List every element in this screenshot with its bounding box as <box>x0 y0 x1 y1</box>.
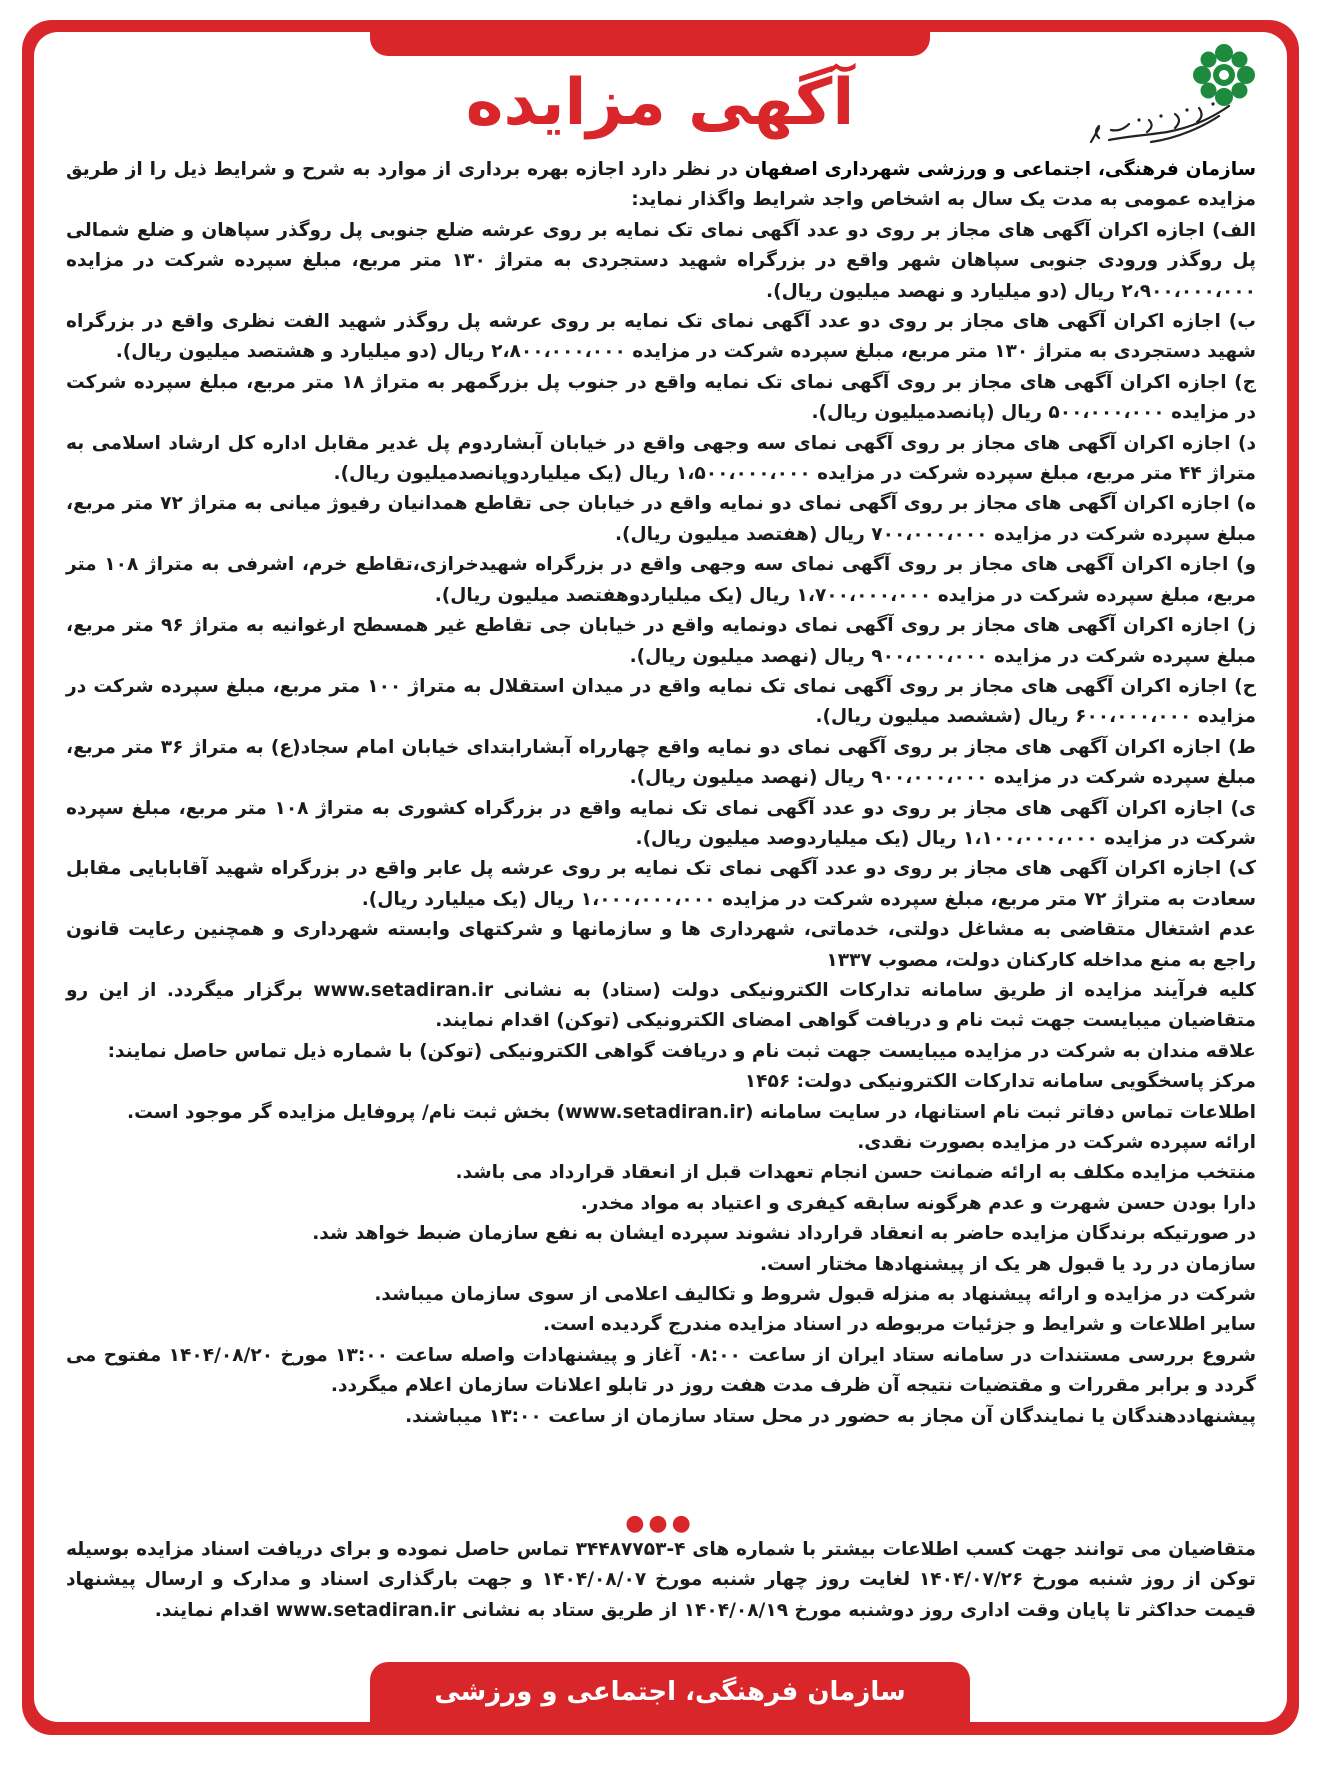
ad-title: آگهی مزایده <box>465 66 855 140</box>
condition-item: پیشنهاددهندگان یا نمایندگان آن مجاز به حضور در محل ستاد سازمان از ساعت ۱۳:۰۰ میباشند. <box>405 1405 1256 1427</box>
ad-body <box>66 155 1256 1490</box>
list-item: ز) اجازه اکران آگهی های مجاز بر روی آگهی نمای دونمایه واقع در خیابان جی تقاطع غیر همسطح ارغوانیه به متراژ ۹۶ متر مربع، مبلغ سپرده شرکت در مزایده ۹۰۰،۰۰۰،۰۰۰ ریال (نهصد میلیون ریال). <box>66 615 1256 667</box>
list-item: ج) اجازه اکران آگهی های مجاز بر روی آگهی نمای تک نمایه واقع در جنوب پل بزرگمهر به متراژ ۱۸ متر مربع، مبلغ سپرده شرکت در مزایده ۵۰۰،۰۰۰،۰۰۰ ریال (پانصدمیلیون ریال). <box>66 371 1256 424</box>
condition-item: منتخب مزایده مکلف به ارائه ضمانت حسن انجام تعهدات قبل از انعقاد قرارداد می باشد. <box>455 1162 1256 1184</box>
separator-dots: ●●● <box>625 1511 695 1536</box>
list-item: د) اجازه اکران آگهی های مجاز بر روی آگهی نمای سه وجهی واقع در خیابان آبشاردوم پل غدیر مقابل اداره کل ارشاد اسلامی به متراژ ۴۴ متر مربع، مبلغ سپرده شرکت در مزایده ۱،۵۰۰،۰۰۰،۰۰۰ ریال (یک میلیاردوپانصدمیلیون ریال). <box>66 432 1256 485</box>
condition-item: اطلاعات تماس دفاتر ثبت نام استانها، در سایت سامانه (www.setadiran.ir) بخش ثبت نام/ پروفایل مزایده گر موجود است. <box>127 1101 1256 1123</box>
condition-item: دارا بودن حسن شهرت و عدم هرگونه سابقه کیفری و اعتیاد به مواد مخدر. <box>580 1192 1256 1214</box>
contact-text: متقاضیان می توانند جهت کسب اطلاعات بیشتر با شماره های ۴-۳۴۴۸۷۷۵۳ تماس حاصل نموده و برای دریافت اسناد مزایده بوسیله توکن از روز شنبه مورخ ۱۴۰۴/۰۷/۲۶ لغایت روز چهار شنبه مورخ ۱۴۰۴/۰۸/۰۷ و جهت بارگذاری اسناد و مدارک و ارسال پیشنهاد قیمت حداکثر تا پایان وقت اداری روز دوشنبه مورخ ۱۴۰۴/۰۸/۱۹ از طریق ستاد به نشانی www.setadiran.ir اقدام نمایند. <box>66 1539 1256 1621</box>
intro-text: در نظر دارد اجازه بهره برداری از موارد به شرح و شرایط ذیل را از طریق مزایده عمومی به مدت یک سال به اشخاص واجد شرایط واگذار نماید: <box>66 159 1256 211</box>
condition-item: سازمان در رد یا قبول هر یک از پیشنهادها مختار است. <box>760 1253 1256 1275</box>
intro-paragraph <box>66 155 1256 216</box>
list-item: و) اجازه اکران آگهی های مجاز بر روی آگهی نمای سه وجهی واقع در بزرگراه شهیدخرازی،تقاطع خرم، اشرفی به متراژ ۱۰۸ متر مربع، مبلغ سپرده شرکت در مزایده ۱،۷۰۰،۰۰۰،۰۰۰ ریال (یک میلیاردوهفتصد میلیون ریال). <box>66 554 1256 606</box>
condition-item: علاقه مندان به شرکت در مزایده میبایست جهت ثبت نام و دریافت گواهی الکترونیکی (توکن) با شماره ذیل تماس حاصل نمایند: <box>107 1040 1256 1062</box>
list-item: ط) اجازه اکران آگهی های مجاز بر روی آگهی نمای دو نمایه واقع چهارراه آبشارابتدای خیابان امام سجاد(ع) به متراژ ۳۶ متر مربع، مبلغ سپرده شرکت در مزایده ۹۰۰،۰۰۰،۰۰۰ ریال (نهصد میلیون ریال). <box>66 736 1256 789</box>
organization-name: سازمان فرهنگی، اجتماعی و ورزشی شهرداری اصفهان <box>744 159 1256 180</box>
footer-organization-name: سازمان فرهنگی، اجتماعی و ورزشی شهرداری اصفهان <box>434 1677 906 1767</box>
condition-item: کلیه فرآیند مزایده از طریق سامانه تدارکات الکترونیکی دولت (ستاد) به نشانی www.setadiran.ir برگزار میگردد. از این رو متقاضیان میبایست جهت ثبت نام و دریافت گواهی امضای الکترونیکی (توکن) اقدام نمایند. <box>66 979 1256 1032</box>
condition-item: ارائه سپرده شرکت در مزایده بصورت نقدی. <box>857 1132 1256 1153</box>
list-item: ی) اجازه اکران آگهی های مجاز بر روی دو عدد آگهی نمای تک نمایه واقع در بزرگراه کشوری به متراژ ۱۰۸ متر مربع، مبلغ سپرده شرکت در مزایده ۱،۱۰۰،۰۰۰،۰۰۰ ریال (یک میلیاردوصد میلیون ریال). <box>66 797 1256 849</box>
condition-item: شروع بررسی مستندات در سامانه ستاد ایران از ساعت ۰۸:۰۰ آغاز و پیشنهادات واصله ساعت ۱۳:۰۰ مورخ ۱۴۰۴/۰۸/۲۰ مفتوح می گردد و برابر مقررات و مقتضیات نتیجه آن ظرف مدت هفت روز در تابلو اعلانات سازمان اعلام میگردد. <box>66 1344 1256 1397</box>
condition-item: در صورتیکه برندگان مزایده حاضر به انعقاد قرارداد نشوند سپرده ایشان به نفع سازمان ضبط خواهد شد. <box>312 1223 1256 1245</box>
header-tab <box>370 20 930 56</box>
organization-logo <box>1079 40 1269 150</box>
list-item: ح) اجازه اکران آگهی های مجاز بر روی آگهی نمای تک نمایه واقع در میدان استقلال به متراژ ۱۰۰ متر مربع، مبلغ سپرده شرکت در مزایده ۶۰۰،۰۰۰،۰۰۰ ریال (ششصد میلیون ریال). <box>66 675 1256 728</box>
contact-paragraph <box>66 1535 1256 1645</box>
condition-item: عدم اشتغال متقاضی به مشاغل دولتی، خدماتی، شهرداری ها و سازمانها و شرکتهای وابسته شهرداری و همچنین رعایت قانون راجع به منع مداخله کارکنان دولت، مصوب ۱۳۳۷ <box>66 919 1256 971</box>
condition-item: شرکت در مزایده و ارائه پیشنهاد به منزله قبول شروط و تکالیف اعلامی از سوی سازمان میباشد. <box>374 1284 1256 1306</box>
list-item: ک) اجازه اکران آگهی های مجاز بر روی دو عدد آگهی نمای تک نمایه بر روی عرشه پل عابر واقع در بزرگراه شهید آقابابایی مقابل سعادت به متراژ ۷۲ متر مربع، مبلغ سپرده شرکت در مزایده ۱،۰۰۰،۰۰۰،۰۰۰ ریال (یک میلیارد ریال). <box>66 858 1256 910</box>
condition-item: مرکز پاسخگویی سامانه تدارکات الکترونیکی دولت: ۱۴۵۶ <box>744 1071 1256 1093</box>
condition-item: سایر اطلاعات و شرایط و جزئیات مربوطه در اسناد مزایده مندرج گردیده است. <box>543 1314 1256 1336</box>
logo-calligraphy <box>1079 98 1239 148</box>
list-item: الف) اجازه اکران آگهی های مجاز بر روی دو عدد آگهی نمای تک نمایه بر روی عرشه ضلع جنوبی پل روگذر سپاهان و ضلع شمالی پل روگذر ورودی جنوبی سپاهان شهر واقع در بزرگراه شهید دستجردی به متراژ ۱۳۰ متر مربع، مبلغ سپرده شرکت در مزایده ۲،۹۰۰،۰۰۰،۰۰۰ ریال (دو میلیارد و نهصد میلیون ریال). <box>66 219 1256 302</box>
list-item: ب) اجازه اکران آگهی های مجاز بر روی دو عدد آگهی نمای تک نمایه بر روی عرشه پل روگذر شهید الفت نظری واقع در بزرگراه شهید دستجردی به متراژ ۱۳۰ متر مربع، مبلغ سپرده شرکت در مزایده ۲،۸۰۰،۰۰۰،۰۰۰ ریال (دو میلیارد و هشتصد میلیون ریال). <box>66 311 1256 363</box>
list-item: ه) اجازه اکران آگهی های مجاز بر روی آگهی نمای دو نمایه واقع در خیابان جی تقاطع همدانیان رفیوژ میانی به متراژ ۷۲ متر مربع، مبلغ سپرده شرکت در مزایده ۷۰۰،۰۰۰،۰۰۰ ریال (هفتصد میلیون ریال). <box>66 493 1256 545</box>
